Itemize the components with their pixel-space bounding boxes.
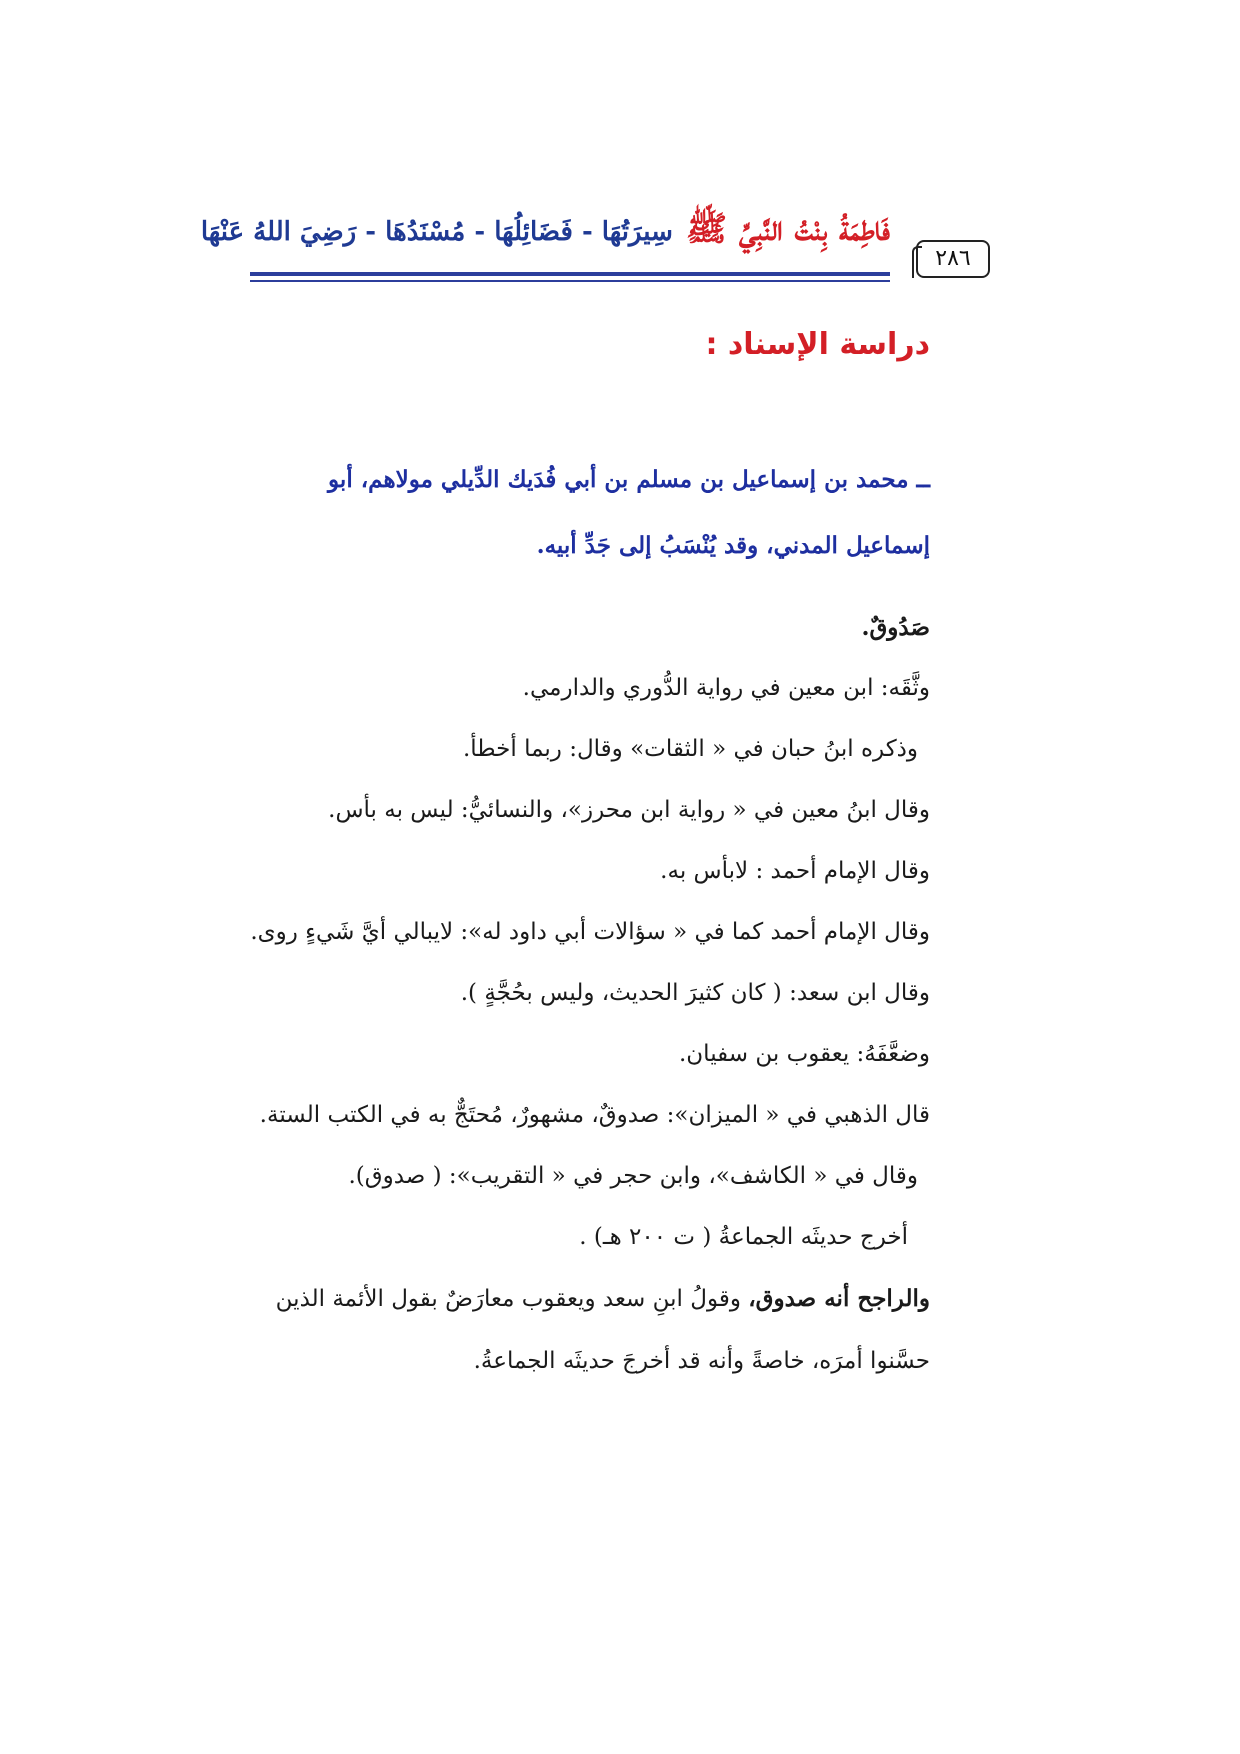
assessment-line: وضعَّفَهُ: يعقوب بن سفيان. [678, 1041, 930, 1067]
conclusion-lead: والراجح أنه صدوق، [748, 1285, 930, 1312]
narrator-assessments [240, 597, 930, 1268]
section-title: دراسة الإسناد : [705, 327, 930, 362]
running-title [201, 208, 890, 257]
header-rule-thin [250, 280, 890, 282]
page-header [200, 190, 990, 271]
verdict-line: صَدُوقٌ. [861, 614, 930, 641]
assessment-line: أخرج حديثَه الجماعةُ ( ت ٢٠٠ هـ) . [579, 1224, 908, 1250]
assessment-line: وذكره ابنُ حبان في « الثقات» وقال: ربما أخطأ. [462, 736, 918, 762]
page-number: ٢٨٦ [916, 240, 990, 278]
book-subtitle: سِيرَتُهَا - فَضَائِلُهَا - مُسْنَدُهَا - رَضِيَ اللهُ عَنْهَا [200, 217, 673, 247]
assessment-line: وقال ابنُ معين في « رواية ابن محرز»، والنسائيُّ: ليس به بأس. [328, 797, 930, 823]
narrator-paragraph: ــ محمد بن إسماعيل بن مسلم بن أبي فُدَيك الدِّيلي مولاهم، أبو إسماعيل المدني، وقد يُنْسَبُ إلى جَدِّ أبيه. [328, 466, 930, 559]
conclusion-paragraph [240, 1268, 930, 1392]
assessment-line: قال الذهبي في « الميزان»: صدوقٌ، مشهورٌ، مُحتَجٌّ به في الكتب الستة. [259, 1102, 930, 1128]
page-body [240, 325, 930, 1392]
assessment-line: وثَّقَه: ابن معين في رواية الدُّوري والدارمي. [522, 675, 930, 701]
assessment-line: وقال ابن سعد: ( كان كثيرَ الحديث، وليس بحُجَّةٍ ). [460, 980, 930, 1006]
assessment-line: وقال في « الكاشف»، وابن حجر في « التقريب»: ( صدوق). [348, 1163, 918, 1189]
conclusion-text: وقولُ ابنِ سعد ويعقوب معارَضٌ بقول الأئمة الذين حسَّنوا أمرَه، خاصةً وأنه قد أخرجَ حديثَه الجماعةُ. [275, 1286, 930, 1374]
header-rule-thick [250, 272, 890, 276]
book-title: فَاطِمَةُ بِنْتُ النَّبِيِّ ﷺ [686, 209, 890, 249]
assessment-line: وقال الإمام أحمد كما في « سؤالات أبي داود له»: لايبالي أيَّ شَيءٍ روى. [250, 919, 930, 945]
assessment-line: وقال الإمام أحمد : لابأس به. [660, 858, 930, 884]
